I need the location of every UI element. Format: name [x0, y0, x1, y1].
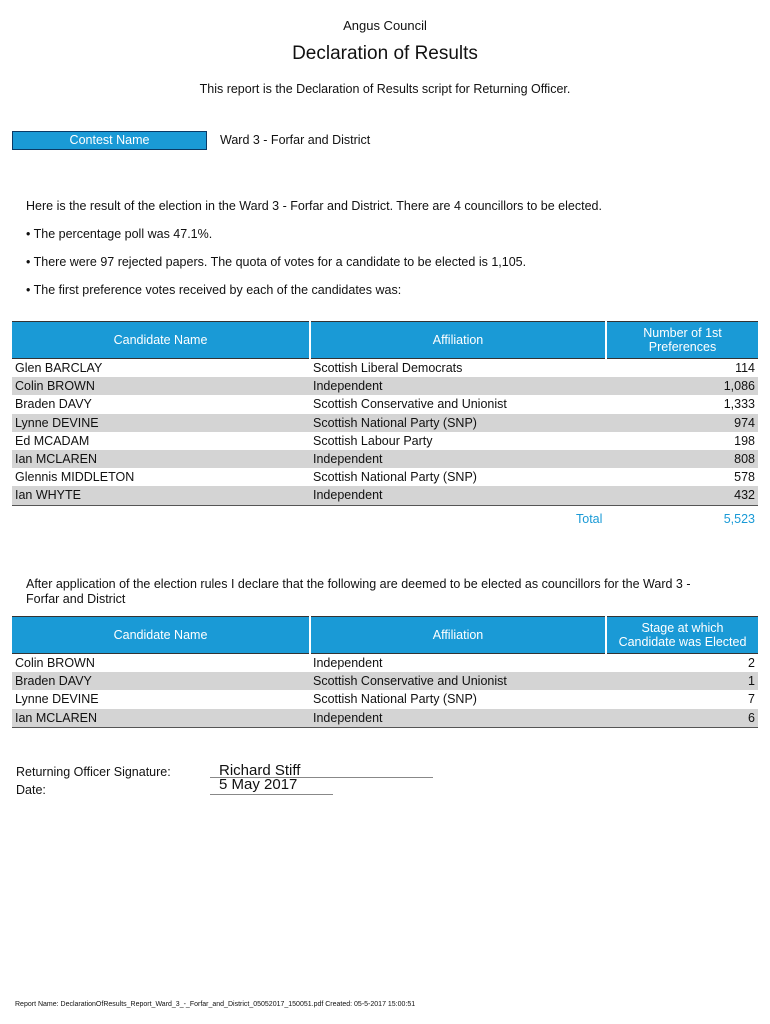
stage-elected: 1	[606, 672, 758, 690]
total-label: Total	[576, 512, 603, 526]
elected-table	[12, 616, 758, 728]
candidate-name: Glennis MIDDLETON	[15, 470, 135, 485]
candidate-affiliation: Scottish Liberal Democrats	[313, 361, 463, 376]
candidate-affiliation: Independent	[310, 450, 606, 468]
contest-name-label: Contest Name	[12, 131, 207, 150]
candidate-affiliation: Scottish National Party (SNP)	[313, 470, 477, 485]
candidate-name: Braden DAVY	[15, 397, 92, 412]
candidate-name: Ian MCLAREN	[12, 709, 310, 728]
candidate-name: Colin BROWN	[12, 377, 310, 395]
column-header-stage-elected: Stage at which Candidate was Elected	[606, 617, 758, 654]
table-row	[12, 690, 758, 708]
first-preference-votes: 198	[734, 433, 755, 448]
candidate-name: Lynne DEVINE	[15, 692, 99, 707]
bullet-first-prefs: • The first preference votes received by each of the candidates was:	[26, 283, 402, 297]
candidate-name: Braden DAVY	[12, 672, 310, 690]
date-line	[210, 794, 333, 795]
date-value: 5 May 2017	[219, 776, 298, 793]
column-header-first-preferences: Number of 1st Preferences	[606, 322, 758, 359]
candidate-affiliation: Scottish Labour Party	[313, 433, 433, 448]
result-intro: Here is the result of the election in the Ward 3 - Forfar and District. There are 4 councillors to be elected.	[26, 199, 602, 213]
elected-intro: After application of the election rules I declare that the following are deemed to be elected as councillors for the Ward 3 - Forfar and District	[26, 577, 691, 606]
first-preference-votes: 1,333	[723, 397, 755, 412]
candidate-affiliation: Independent	[313, 656, 383, 671]
total-value: 5,523	[723, 512, 755, 526]
contest-name-value: Ward 3 - Forfar and District	[220, 133, 371, 147]
table-row	[12, 654, 758, 673]
table-row	[12, 486, 758, 505]
report-footer: Report Name: DeclarationOfResults_Report_Ward_3_-_Forfar_and_District_05052017_150051.pdf Created: 05-5-2017 15:00:51	[15, 1001, 416, 1008]
bullet-quota: • There were 97 rejected papers. The quota of votes for a candidate to be elected is 1,105.	[26, 255, 527, 269]
table-row	[12, 377, 758, 395]
candidate-name: Glen BARCLAY	[15, 361, 103, 376]
candidate-affiliation: Scottish National Party (SNP)	[313, 692, 477, 707]
candidate-affiliation: Scottish Conservative and Unionist	[313, 397, 507, 412]
table-header-row	[12, 617, 758, 654]
column-header-affiliation: Affiliation	[310, 617, 606, 654]
candidate-name: Lynne DEVINE	[12, 414, 310, 432]
stage-elected: 6	[606, 709, 758, 728]
first-preference-votes: 578	[734, 470, 755, 485]
signature-value: Richard Stiff	[219, 762, 301, 779]
candidate-affiliation: Scottish Conservative and Unionist	[310, 672, 606, 690]
table-row	[12, 395, 758, 413]
candidate-name: Ian WHYTE	[12, 486, 310, 505]
first-preferences-table	[12, 321, 758, 506]
first-preference-votes: 114	[735, 361, 755, 376]
candidate-name: Colin BROWN	[15, 656, 95, 671]
first-preference-votes: 1,086	[606, 377, 758, 395]
candidate-name: Ed MCADAM	[15, 433, 90, 448]
page-subtitle: This report is the Declaration of Results script for Returning Officer.	[199, 82, 571, 96]
signature-label: Returning Officer Signature:	[16, 765, 171, 779]
candidate-affiliation: Independent	[310, 377, 606, 395]
table-row	[12, 359, 758, 378]
column-header-candidate: Candidate Name	[12, 322, 310, 359]
candidate-affiliation: Scottish National Party (SNP)	[310, 414, 606, 432]
stage-elected: 2	[748, 656, 755, 671]
stage-elected: 7	[748, 692, 755, 707]
column-header-affiliation: Affiliation	[310, 322, 606, 359]
table-row	[12, 450, 758, 468]
table-row	[12, 709, 758, 728]
table-row	[12, 672, 758, 690]
bullet-poll: • The percentage poll was 47.1%.	[26, 227, 213, 241]
table-row	[12, 432, 758, 450]
table-row	[12, 414, 758, 432]
organization-name: Angus Council	[343, 18, 427, 33]
table-row	[12, 468, 758, 486]
page-title: Declaration of Results	[292, 43, 478, 64]
candidate-affiliation: Independent	[310, 709, 606, 728]
candidate-name: Ian MCLAREN	[12, 450, 310, 468]
table-header-row	[12, 322, 758, 359]
candidate-affiliation: Independent	[310, 486, 606, 505]
column-header-candidate: Candidate Name	[12, 617, 310, 654]
first-preference-votes: 808	[606, 450, 758, 468]
date-label: Date:	[16, 783, 46, 797]
first-preference-votes: 974	[606, 414, 758, 432]
first-preference-votes: 432	[606, 486, 758, 505]
